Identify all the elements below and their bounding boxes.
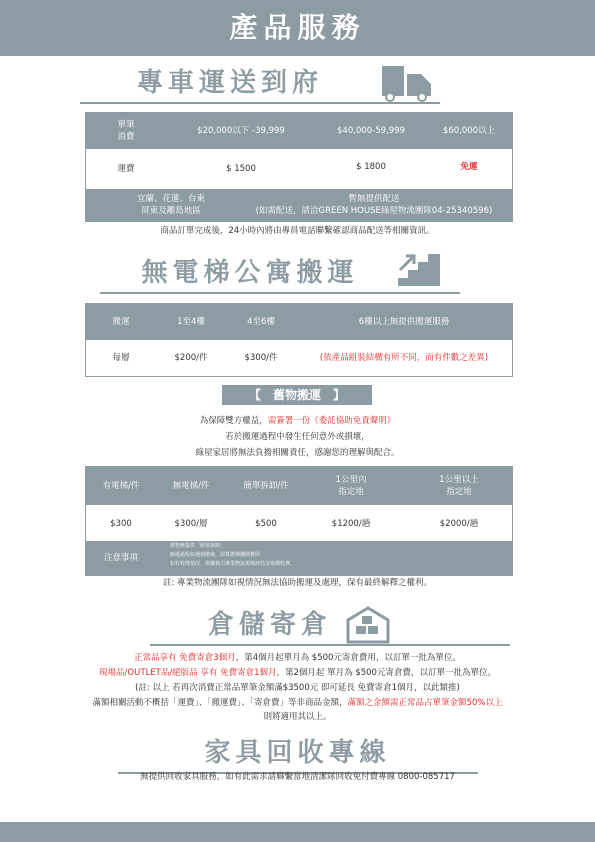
old-items-disclaimer: 需簽署一份《委託協助免責聲明》 [267, 416, 396, 426]
elevator-cell: 每層 [112, 353, 130, 363]
storage-line-4-red: 滿額之金額需正常品占單筆金額50%以上 [347, 698, 503, 708]
elevator-cell: $200/件 [174, 353, 208, 363]
old-items-data-row [86, 505, 512, 541]
old-items-cell: $1200/趟 [331, 519, 371, 529]
delivery-cell-free: 免運 [460, 162, 478, 172]
old-items-line-2: 若於搬運過程中發生任何意外或損壞， [225, 432, 370, 442]
storage-line-3: (註: 以上 若再次消費正常品單筆金額滿$3500元 即可延長 免費寄倉1個月，以此類推) [135, 683, 460, 693]
delivery-row-3 [86, 189, 512, 221]
delivery-table [85, 112, 513, 222]
storage-line-5: 則將適用其以上。 [263, 712, 332, 722]
delivery-cell: $ 1800 [356, 162, 386, 172]
notice-line: 搬運過程如遇到階梯，即算階梯樓層費用 [170, 552, 261, 558]
delivery-note: 商品訂單完成後，24小時內將由專員電話聯繫確認商品配送等相關資訊。 [160, 226, 435, 236]
elevator-cell: 4至6樓 [247, 317, 275, 327]
old-items-cell: $300 [110, 519, 132, 529]
elevator-cell: $300/件 [244, 353, 278, 363]
old-items-line-1a: 為保障雙方權益， [199, 416, 268, 426]
footer-bar [0, 822, 595, 842]
storage-line-2-red: 現場品/OUTLET品/絕版品 享有 免費寄倉1個月 [99, 668, 277, 678]
old-items-cell: 簡單拆卸/件 [243, 481, 289, 491]
old-items-cell: 1公里內 指定地 [335, 475, 367, 497]
notice-line: 如有特殊情況，依據我司專業物流現場評估及報價收費。 [170, 561, 296, 567]
storage-line-2-rest: ，第2個月起 單月為 $500元寄倉費，以訂單一批為單位。 [276, 668, 496, 678]
elevator-cell: 搬運 [112, 317, 130, 327]
elevator-cell-note: (依產品組裝結構有所不同，而有件數之差異) [319, 353, 489, 363]
truck-icon [380, 64, 436, 102]
old-items-line-1 [0, 414, 595, 428]
old-items-cell: $300/層 [174, 519, 208, 529]
elevator-header-row [86, 304, 512, 340]
storage-line-2 [0, 666, 595, 680]
old-items-table [85, 466, 513, 576]
recycle-note: 無提供回收家具服務，如有此需求請聯繫當地清潔隊回收免付費專線 0800-085717 [140, 772, 455, 782]
old-items-notice-row [86, 541, 512, 575]
delivery-row-2 [86, 149, 512, 189]
old-items-cell: $2000/趟 [439, 519, 479, 529]
old-items-cell: $500 [255, 519, 277, 529]
old-items-cell: 有電梯/件 [102, 481, 140, 491]
delivery-row-1 [86, 113, 512, 149]
delivery-cell: 運費 [117, 164, 135, 174]
delivery-title: 專車運送到府 [80, 62, 380, 104]
notice-line: 舊物無提供「組裝拆卸」 [170, 543, 226, 549]
old-items-header-row [86, 467, 512, 505]
recycle-title: 家具回收專線 [100, 732, 495, 774]
delivery-cell: $60,000以上 [442, 126, 496, 136]
notice-label: 注意事項 [103, 553, 138, 563]
old-items-cell: 1公里以上 指定地 [439, 475, 479, 497]
delivery-cell: $20,000以下 -39,999 [197, 126, 285, 136]
delivery-cell: 單筆 消費 [117, 120, 135, 142]
elevator-cell: 1至4樓 [177, 317, 205, 327]
elevator-cell: 6樓以上無提供搬運服務 [358, 317, 450, 327]
storage-line-1-rest: ，第4個月起單月為 $500元寄倉費用，以訂單一批為單位。 [235, 653, 461, 663]
page-title: 產品服務 [229, 11, 366, 44]
elevator-table [85, 303, 513, 377]
storage-title: 倉儲寄倉 [150, 604, 390, 646]
stairs-icon [396, 248, 442, 288]
storage-line-4 [0, 696, 595, 710]
delivery-cell: $40,000-59,999 [337, 126, 405, 136]
elevator-title: 無電梯公寓搬運 [100, 252, 400, 294]
old-items-cell: 無電梯/件 [172, 481, 210, 491]
storage-line-1 [0, 651, 595, 665]
storage-line-1-red: 正常品享有 免費寄倉3個月 [134, 653, 236, 663]
old-items-footnote: 註: 專業物流團隊如視情況無法協助搬運及處理，保有最終解釋之權利。 [162, 578, 433, 588]
warehouse-icon [346, 604, 390, 644]
delivery-cell: 暫無提供配送 (如需配送，請洽GREEN HOUSE綠屋物流團隊04-25340596) [255, 194, 493, 216]
delivery-cell: 宜蘭、花蓮、台東 屏東及離島地區 [136, 194, 205, 216]
delivery-cell: $ 1500 [226, 164, 256, 174]
old-items-line-3: 綠屋家居將無法負擔相關責任，感謝您的理解與配合。 [195, 448, 400, 458]
storage-line-4a: 滿額相關活動不概括「運費」、「搬運費」、「寄倉費」等非商品金額， [92, 698, 348, 708]
elevator-data-row [86, 340, 512, 376]
old-items-title: 【 舊物搬運 】 [222, 385, 372, 405]
